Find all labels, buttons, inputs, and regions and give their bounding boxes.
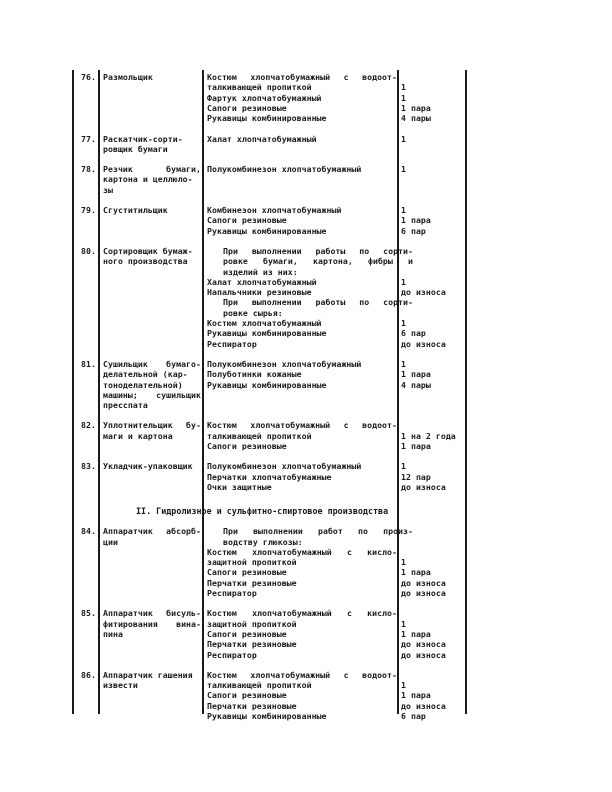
job-title-line: картона и целлюло- (103, 174, 193, 185)
entry-number: 86. (81, 669, 96, 680)
job-title-line: Аппаратчик бисуль- (103, 608, 201, 619)
protective-item: защитной пропиткой (207, 618, 297, 629)
protective-item: Респиратор (207, 649, 257, 660)
column-divider-title (202, 70, 204, 714)
column-divider-num (98, 70, 100, 714)
protective-item: При выполнении работы по сорти- (223, 245, 413, 256)
issue-quantity: 1 (401, 618, 406, 629)
job-title-line: извести (103, 680, 138, 691)
protective-item: водству глюкозы: (223, 536, 303, 547)
job-title-line: Резчик бумаги, (103, 164, 201, 175)
protective-item: Сапоги резиновые (207, 441, 287, 451)
protective-item: Полукомбинезон хлопчатобумажный (207, 461, 362, 472)
job-title-line: Аппаратчик абсорб- (103, 526, 201, 537)
protective-item: Костюм хлопчатобумажный с водоот- (207, 72, 397, 82)
issue-quantity: 1 пара (401, 690, 431, 701)
issue-quantity: 1 (401, 205, 406, 215)
issue-quantity: до износа (401, 338, 446, 349)
job-title-line: Уплотнительщик бу- (103, 420, 201, 431)
issue-quantity: 1 (401, 680, 406, 691)
protective-item: Рукавицы комбинированные (207, 711, 327, 721)
job-title-line: пресспата (103, 400, 148, 411)
job-title-line: фитирования вина- (103, 618, 201, 629)
protective-item: изделий из них: (223, 266, 298, 277)
issue-quantity: до износа (401, 577, 446, 588)
protective-item: Перчатки резиновые (207, 577, 297, 588)
issue-quantity: 1 пара (401, 628, 431, 639)
issue-quantity: 1 пара (401, 102, 431, 113)
protective-item: Фартук хлопчатобумажный (207, 92, 322, 103)
issue-quantity: до износа (401, 287, 446, 298)
issue-quantity: 1 (401, 92, 406, 103)
protective-item: Полуботинки кожаные (207, 369, 302, 380)
issue-quantity: 1 (401, 358, 406, 369)
issue-quantity: 1 (401, 82, 406, 93)
table-border-right (465, 70, 467, 714)
issue-quantity: 1 пара (401, 567, 431, 578)
issue-quantity: 1 (401, 133, 406, 144)
protective-item: Сапоги резиновые (207, 690, 287, 701)
job-title-line: Сгуститильщик (103, 205, 168, 215)
job-title-line: Раскатчик-сорти- (103, 133, 183, 144)
issue-quantity: 1 пара (401, 441, 431, 451)
issue-quantity: 1 (401, 318, 406, 328)
issue-quantity: 4 пары (401, 379, 431, 390)
protective-item: Халат хлопчатобумажный (207, 276, 317, 287)
entry-number: 78. (81, 164, 96, 175)
job-title-line: машины; сушильщик (103, 389, 201, 400)
job-title-line: Аппаратчик гашения (103, 669, 193, 680)
protective-item: Рукавицы комбинированные (207, 379, 327, 390)
issue-quantity: 1 (401, 276, 406, 287)
issue-quantity: 6 пар (401, 711, 426, 721)
entry-number: 80. (81, 245, 96, 256)
entry-number: 81. (81, 358, 96, 369)
entry-number: 77. (81, 133, 96, 144)
protective-item: Перчатки резиновые (207, 639, 297, 650)
issue-quantity: 12 пар (401, 471, 431, 482)
protective-item: Костюм хлопчатобумажный (207, 318, 322, 328)
protective-item: При выполнении работы по сорти- (223, 297, 413, 308)
issue-quantity: 1 (401, 461, 406, 472)
issue-quantity: до износа (401, 639, 446, 650)
protective-item: Очки защитные (207, 481, 272, 492)
protective-item: талкивающей пропиткой (207, 430, 312, 441)
protective-item: Напальчники резиновые (207, 287, 312, 298)
job-title-line: Сушильщик бумаго- (103, 358, 201, 369)
protective-item: ровке бумаги, картона, фибры и (223, 256, 413, 267)
protective-item: Сапоги резиновые (207, 102, 287, 113)
protective-item: Сапоги резиновые (207, 215, 287, 226)
protective-item: талкивающей пропиткой (207, 82, 312, 93)
protective-item: Перчатки резиновые (207, 700, 297, 711)
issue-quantity: 6 пар (401, 328, 426, 339)
entry-number: 76. (81, 72, 96, 82)
job-title-line: делательной (кар- (103, 369, 188, 380)
protective-item: Костюм хлопчатобумажный с водоот- (207, 669, 397, 680)
issue-quantity: 1 пара (401, 369, 431, 380)
job-title-line: Размольщик (103, 72, 153, 82)
protective-item: ровке сырья: (223, 307, 283, 318)
protective-item: Полукомбинезон хлопчатобумажный (207, 164, 362, 175)
protective-item: Костюм хлопчатобумажный с кисло- (207, 608, 397, 619)
protective-item: Комбинезон хлопчатобумажный (207, 205, 342, 215)
issue-quantity: 1 на 2 года (401, 430, 456, 441)
entry-number: 82. (81, 420, 96, 431)
protective-item: Сапоги резиновые (207, 628, 287, 639)
protective-item: Халат хлопчатобумажный (207, 133, 317, 144)
table-border-left (72, 70, 74, 714)
protective-item: При выполнении работ по произ- (223, 526, 413, 537)
entry-number: 84. (81, 526, 96, 537)
job-title-line: ровщик бумаги (103, 143, 168, 154)
protective-item: Костюм хлопчатобумажный с водоот- (207, 420, 397, 431)
job-title-line: тоноделательной) (103, 379, 183, 390)
issue-quantity: 1 (401, 164, 406, 175)
issue-quantity: до износа (401, 649, 446, 660)
protective-item: Рукавицы комбинированные (207, 225, 327, 236)
protective-item: Рукавицы комбинированные (207, 328, 327, 339)
job-title-line: пина (103, 628, 123, 639)
entry-number: 83. (81, 461, 96, 472)
issue-quantity: до износа (401, 700, 446, 711)
issue-quantity: 1 (401, 557, 406, 568)
protective-item: Полукомбинезон хлопчатобумажный (207, 358, 362, 369)
job-title-line: маги и картона (103, 430, 173, 441)
protective-item: Сапоги резиновые (207, 567, 287, 578)
protective-item: Перчатки хлопчатобумажные (207, 471, 332, 482)
issue-quantity: 6 пар (401, 225, 426, 236)
section-title: II. Гидролизное и сульфитно-спиртовое производства (136, 506, 389, 517)
protective-item: талкивающей пропиткой (207, 680, 312, 691)
job-title-line: Укладчик-упаковщик (103, 461, 193, 472)
job-title-line: зы (103, 184, 113, 195)
entry-number: 79. (81, 205, 96, 215)
job-title-line: ного производства (103, 256, 188, 267)
entry-number: 85. (81, 608, 96, 619)
protective-item: Костюм хлопчатобумажный с кисло- (207, 546, 397, 557)
issue-quantity: 4 пары (401, 113, 431, 124)
protective-item: Респиратор (207, 588, 257, 598)
job-title-line: Сортировщик бумаж- (103, 245, 193, 256)
issue-quantity: до износа (401, 481, 446, 492)
issue-quantity: 1 пара (401, 215, 431, 226)
column-divider-items (397, 70, 399, 714)
protective-item: Респиратор (207, 338, 257, 349)
protective-item: защитной пропиткой (207, 557, 297, 568)
protective-item: Рукавицы комбинированные (207, 113, 327, 124)
issue-quantity: до износа (401, 588, 446, 598)
job-title-line: ции (103, 536, 118, 547)
